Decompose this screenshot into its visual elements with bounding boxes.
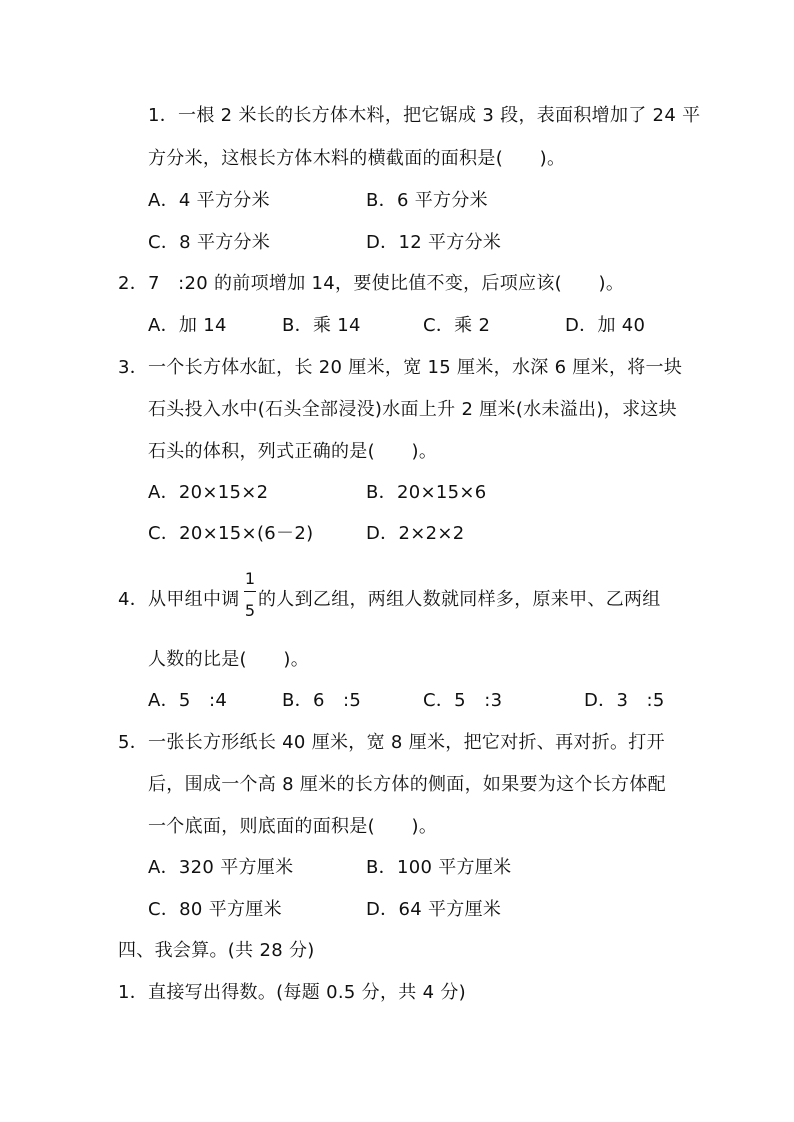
q1-option-d: D．12 平方分米 (366, 232, 502, 253)
q3-line1: 3．一个长方体水缸，长 20 厘米，宽 15 厘米，水深 6 厘米，将一块 (118, 357, 683, 378)
q5-line3: 一个底面，则底面的面积是( )。 (148, 816, 438, 837)
q4-option-c: C．5 :3 (423, 690, 503, 711)
q5-option-a: A．320 平方厘米 (148, 857, 294, 878)
q1-option-a: A．4 平方分米 (148, 190, 270, 211)
q4-line2: 人数的比是( )。 (148, 649, 310, 670)
q1-line1: 1．一根 2 米长的长方体木料，把它锯成 3 段，表面积增加了 24 平 (148, 105, 701, 126)
q3-option-d: D．2×2×2 (366, 523, 465, 544)
q4-fraction-numerator: 1 (244, 569, 256, 588)
q3-line2: 石头投入水中(石头全部浸没)水面上升 2 厘米(水未溢出)，求这块 (148, 399, 677, 420)
q5-option-d: D．64 平方厘米 (366, 899, 502, 920)
q1-line2: 方分米，这根长方体木料的横截面的面积是( )。 (148, 148, 566, 169)
q5-option-b: B．100 平方厘米 (366, 857, 512, 878)
q5-option-c: C．80 平方厘米 (148, 899, 282, 920)
q3-option-c: C．20×15×(6－2) (148, 523, 314, 544)
q2-option-a: A．加 14 (148, 315, 227, 336)
q2-option-c: C．乘 2 (423, 315, 491, 336)
q2-option-d: D．加 40 (565, 315, 646, 336)
q2-line1: 2．7 :20 的前项增加 14，要使比值不变，后项应该( )。 (118, 273, 625, 294)
q5-line1: 5．一张长方形纸长 40 厘米，宽 8 厘米，把它对折、再对折。打开 (118, 732, 665, 753)
q3-option-a: A．20×15×2 (148, 482, 269, 503)
q4-fraction-denominator: 5 (244, 601, 256, 620)
q3-option-b: B．20×15×6 (366, 482, 487, 503)
q4-fraction-bar (244, 591, 256, 592)
q4-option-d: D．3 :5 (584, 690, 665, 711)
section4-heading: 四、我会算。(共 28 分) (118, 940, 315, 961)
q2-option-b: B．乘 14 (282, 315, 361, 336)
q4-line1-after: 的人到乙组，两组人数就同样多，原来甲、乙两组 (258, 589, 661, 610)
q5-line2: 后，围成一个高 8 厘米的长方体的侧面，如果要为这个长方体配 (148, 774, 666, 795)
q4-option-b: B．6 :5 (282, 690, 362, 711)
q4-option-a: A．5 :4 (148, 690, 228, 711)
q1-option-b: B．6 平方分米 (366, 190, 488, 211)
q1-option-c: C．8 平方分米 (148, 232, 271, 253)
q3-line3: 石头的体积，列式正确的是( )。 (148, 441, 438, 462)
section4-sub1: 1．直接写出得数。(每题 0.5 分，共 4 分) (118, 982, 466, 1003)
q4-line1-before: 4．从甲组中调 (118, 589, 240, 610)
